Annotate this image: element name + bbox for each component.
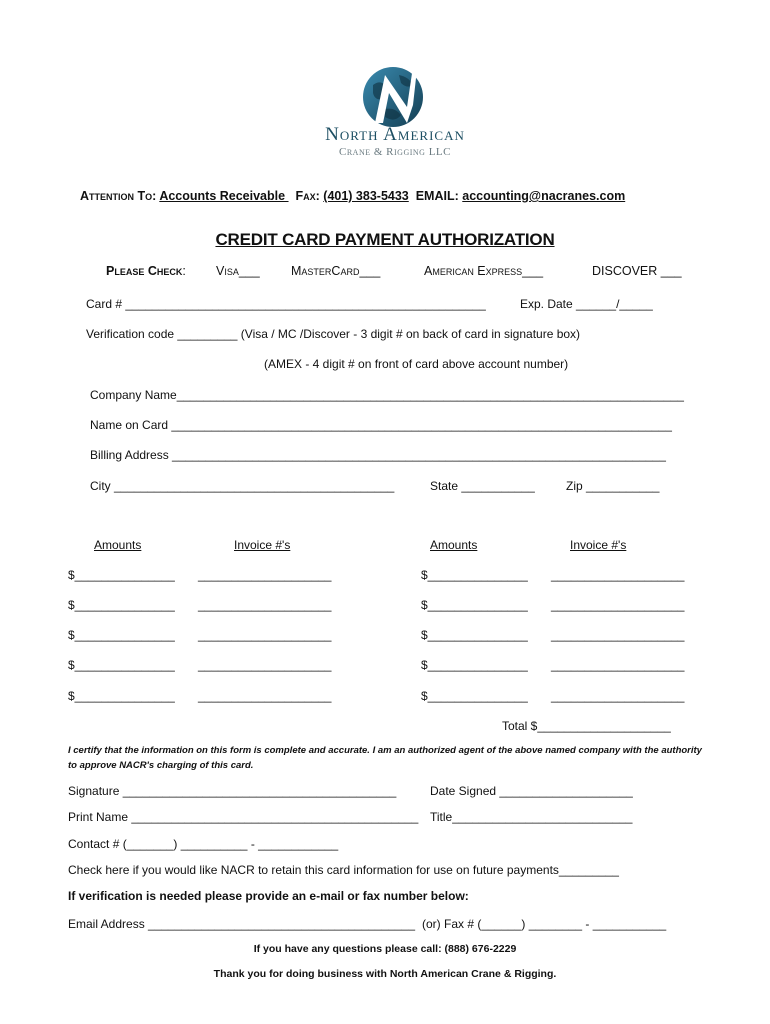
invoice-left-field[interactable]: ____________________ — [198, 568, 332, 582]
amount-right-field[interactable]: $_______________ — [421, 658, 528, 672]
invoice-left-field[interactable]: ____________________ — [198, 689, 332, 703]
city-field[interactable]: City __________________________________________ — [90, 479, 395, 493]
amounts-header-left: Amounts — [94, 538, 142, 552]
amex-verification-note: (AMEX - 4 digit # on front of card above account number) — [264, 357, 569, 371]
please-check-label: Please Check — [106, 264, 183, 278]
invoice-left-field[interactable]: ____________________ — [198, 628, 332, 642]
brand-name: North American — [325, 124, 465, 145]
amounts-header-right: Amounts — [430, 538, 478, 552]
card-number-field[interactable]: Card # ______________________________________________________ — [86, 297, 486, 311]
invoice-header-right: Invoice #'s — [570, 538, 627, 552]
mastercard-checkbox[interactable]: MasterCard___ — [291, 264, 381, 278]
amount-left-field[interactable]: $_______________ — [68, 658, 175, 672]
amount-left-field[interactable]: $_______________ — [68, 628, 175, 642]
discover-checkbox[interactable]: DISCOVER ___ — [592, 264, 682, 278]
contact-field[interactable]: Contact # (_______) __________ - ____________ — [68, 837, 339, 851]
fax-value: (401) 383-5433 — [323, 189, 409, 203]
card-type-label — [106, 264, 186, 278]
billing-address-field[interactable]: Billing Address __________________________________________________________________________ — [90, 448, 666, 462]
email-value: accounting@nacranes.com — [462, 189, 626, 203]
retain-card-checkbox[interactable]: Check here if you would like NACR to retain this card information for use on future payments_________ — [68, 863, 619, 877]
invoice-right-field[interactable]: ____________________ — [551, 689, 685, 703]
email-label: EMAIL: — [415, 189, 459, 203]
invoice-left-field[interactable]: ____________________ — [198, 598, 332, 612]
please-check-colon: : — [182, 264, 186, 278]
company-logo — [355, 45, 435, 135]
questions-line: If you have any questions please call: (888) 676-2229 — [253, 943, 517, 955]
amount-right-field[interactable]: $_______________ — [421, 568, 528, 582]
amount-right-field[interactable]: $_______________ — [421, 598, 528, 612]
amount-right-field[interactable]: $_______________ — [421, 689, 528, 703]
signature-field[interactable]: Signature _________________________________________ — [68, 784, 397, 798]
verification-code-field[interactable]: Verification code _________ (Visa / MC /Discover - 3 digit # on back of card in signature box) — [86, 327, 581, 341]
email-address-field[interactable]: Email Address ________________________________________ — [68, 917, 415, 931]
thank-you-line: Thank you for doing business with North American Crane & Rigging. — [213, 968, 557, 980]
state-field[interactable]: State ___________ — [430, 479, 535, 493]
certification-statement: I certify that the information on this form is complete and accurate. I am an authorized agent of the above named company with the authority to approve NACR's charging of this card. — [68, 745, 702, 771]
date-signed-field[interactable]: Date Signed ____________________ — [430, 784, 633, 798]
title-field[interactable]: Title___________________________ — [430, 810, 633, 824]
fax-number-field[interactable]: (or) Fax # (______) ________ - ___________ — [422, 917, 667, 931]
company-name-field[interactable]: Company Name____________________________________________________________________________ — [90, 388, 684, 402]
fax-label: Fax: — [295, 189, 320, 203]
invoice-right-field[interactable]: ____________________ — [551, 658, 685, 672]
invoice-left-field[interactable]: ____________________ — [198, 658, 332, 672]
invoice-right-field[interactable]: ____________________ — [551, 628, 685, 642]
amex-checkbox[interactable]: American Express___ — [424, 264, 544, 278]
attention-label: Attention To: — [80, 189, 157, 203]
invoice-right-field[interactable]: ____________________ — [551, 568, 685, 582]
total-field[interactable]: Total $____________________ — [502, 719, 671, 733]
brand-subtitle: Crane & Rigging LLC — [339, 146, 451, 158]
attention-line — [80, 189, 625, 203]
form-title: CREDIT CARD PAYMENT AUTHORIZATION — [215, 230, 555, 249]
print-name-field[interactable]: Print Name ___________________________________________ — [68, 810, 419, 824]
attention-value: Accounts Receivable — [159, 189, 289, 203]
amount-left-field[interactable]: $_______________ — [68, 598, 175, 612]
name-on-card-field[interactable]: Name on Card ___________________________________________________________________________ — [90, 418, 672, 432]
verification-heading: If verification is needed please provide an e-mail or fax number below: — [68, 889, 469, 903]
exp-date-field[interactable]: Exp. Date ______/_____ — [520, 297, 653, 311]
visa-checkbox[interactable]: Visa___ — [216, 264, 260, 278]
invoice-header-left: Invoice #'s — [234, 538, 291, 552]
zip-field[interactable]: Zip ___________ — [566, 479, 660, 493]
amount-right-field[interactable]: $_______________ — [421, 628, 528, 642]
amount-left-field[interactable]: $_______________ — [68, 689, 175, 703]
amount-left-field[interactable]: $_______________ — [68, 568, 175, 582]
invoice-right-field[interactable]: ____________________ — [551, 598, 685, 612]
